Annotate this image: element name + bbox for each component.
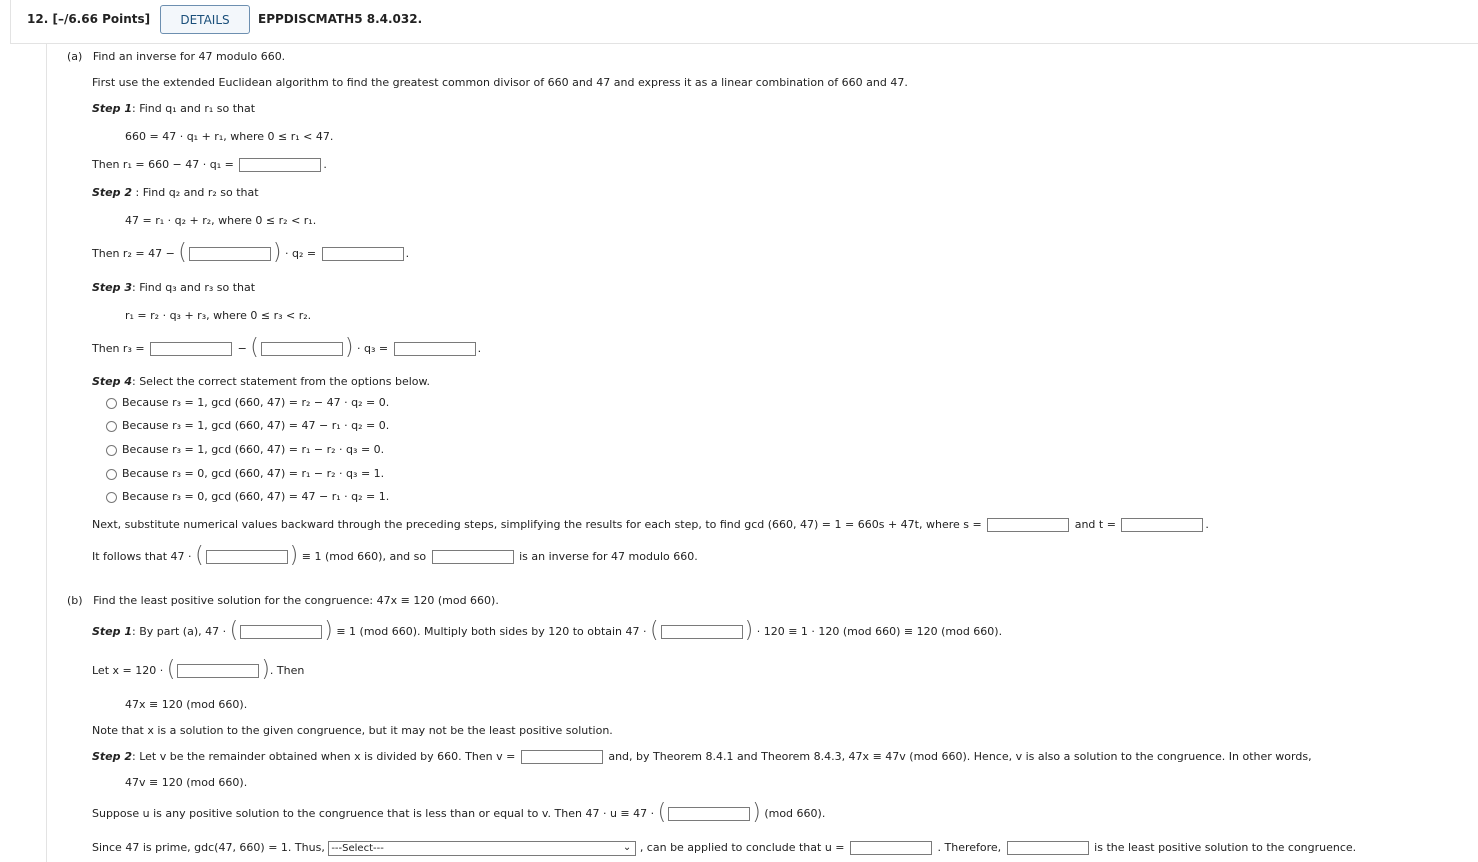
step3-equation: r₁ = r₂ · q₃ + r₃, where 0 ≤ r₃ < r₂. xyxy=(125,309,312,322)
t-input[interactable] xyxy=(1121,518,1203,532)
part-a-intro: First use the extended Euclidean algorithm to find the greatest common divisor of 660 and 47 and express it as a linear combination of 660 and 47. xyxy=(92,76,908,89)
congruence-x: 47x ≡ 120 (mod 660). xyxy=(125,698,248,711)
least-solution-input[interactable] xyxy=(1007,841,1089,855)
b-inverse-input-2[interactable] xyxy=(661,625,743,639)
step4-option[interactable]: Because r₃ = 1, gcd (660, 47) = r₁ − r₂ · q₃ = 0. xyxy=(106,442,384,458)
x-factor-input[interactable] xyxy=(177,664,259,678)
s-input[interactable] xyxy=(987,518,1069,532)
radio-button[interactable] xyxy=(106,421,117,432)
congruence-v: 47v ≡ 120 (mod 660). xyxy=(125,776,248,789)
step3-then: Then r₃ = − ( ) · q₃ = . xyxy=(92,335,482,360)
chevron-down-icon: ⌄ xyxy=(622,841,632,853)
radio-button[interactable] xyxy=(106,445,117,456)
step3-heading: Step 3: Find q₃ and r₃ so that xyxy=(92,281,256,294)
part-b-step1: Step 1: By part (a), 47 · ( ) ≡ 1 (mod 660). Multiply both sides by 120 to obtain 47 · ( ) · 120 ≡ 1 · 120 (mod 660) ≡ 120 (mod 660). xyxy=(92,618,1003,643)
step4-option[interactable]: Because r₃ = 1, gcd (660, 47) = r₂ − 47 · q₂ = 0. xyxy=(106,395,389,411)
u-input[interactable] xyxy=(850,841,932,855)
points-label: [–/6.66 Points] xyxy=(52,12,151,26)
inverse-conclusion: It follows that 47 · ( ) ≡ 1 (mod 660), and so is an inverse for 47 modulo 660. xyxy=(92,543,698,568)
step1-then: Then r₁ = 660 − 47 · q₁ = . xyxy=(92,158,327,171)
question-header xyxy=(10,0,1478,44)
v-input[interactable] xyxy=(521,750,603,764)
step2-heading: Step 2 : Find q₂ and r₂ so that xyxy=(92,186,259,199)
b-inverse-input[interactable] xyxy=(240,625,322,639)
step1-heading: Step 1: Find q₁ and r₁ so that xyxy=(92,102,256,115)
r2-step3-input[interactable] xyxy=(261,342,343,356)
since-prime-line: Since 47 is prime, gdc(47, 660) = 1. Thus, ---Select--- ⌄ , can be applied to conclude that u = . Therefore, is the least positive solution to the congruence. xyxy=(92,841,1357,854)
r2-input[interactable] xyxy=(322,247,404,261)
part-a-prompt: (a) Find an inverse for 47 modulo 660. xyxy=(67,50,286,63)
inverse-input[interactable] xyxy=(432,550,514,564)
radio-button[interactable] xyxy=(106,398,117,409)
note-text: Note that x is a solution to the given congruence, but it may not be the least positive solution. xyxy=(92,724,613,737)
step2-then: Then r₂ = 47 − ( ) · q₂ = . xyxy=(92,240,410,265)
step2-equation: 47 = r₁ · q₂ + r₂, where 0 ≤ r₂ < r₁. xyxy=(125,214,317,227)
radio-button[interactable] xyxy=(106,492,117,503)
theorem-select[interactable]: ---Select--- ⌄ xyxy=(328,841,636,856)
r1-input[interactable] xyxy=(239,158,321,172)
r3-input[interactable] xyxy=(394,342,476,356)
r1-value-input[interactable] xyxy=(189,247,271,261)
inverse-factor-input[interactable] xyxy=(206,550,288,564)
question-code: EPPDISCMATH5 8.4.032. xyxy=(258,12,423,26)
step1-equation: 660 = 47 · q₁ + r₁, where 0 ≤ r₁ < 47. xyxy=(125,130,334,143)
part-b-step2: Step 2: Let v be the remainder obtained when x is divided by 660. Then v = and, by Theorem 8.4.1 and Theorem 8.4.3, 47x ≡ 47v (mod 660). Hence, v is also a solution to the congruence. In other words, xyxy=(92,750,1312,763)
suppose-line: Suppose u is any positive solution to the congruence that is less than or equal to v. Then 47 · u ≡ 47 · ( ) (mod 660). xyxy=(92,800,826,825)
u-congruence-input[interactable] xyxy=(668,807,750,821)
details-button[interactable]: DETAILS xyxy=(160,5,250,34)
question-body xyxy=(46,44,1478,862)
step4-heading: Step 4: Select the correct statement from the options below. xyxy=(92,375,430,388)
step4-option[interactable]: Because r₃ = 0, gcd (660, 47) = r₁ − r₂ · q₃ = 1. xyxy=(106,466,384,482)
radio-button[interactable] xyxy=(106,469,117,480)
question-number: 12. [–/6.66 Points] xyxy=(27,12,151,26)
step4-option[interactable]: Because r₃ = 0, gcd (660, 47) = 47 − r₁ · q₂ = 1. xyxy=(106,489,389,505)
backsubstitution-text: Next, substitute numerical values backward through the preceding steps, simplifying the results for each step, to find gcd (660, 47) = 1 = 660s + 47t, where s = and t = . xyxy=(92,518,1209,531)
let-x-line: Let x = 120 · ( ). Then xyxy=(92,657,305,682)
part-b-prompt: (b) Find the least positive solution for the congruence: 47x ≡ 120 (mod 660). xyxy=(67,594,499,607)
r1-step3-input[interactable] xyxy=(150,342,232,356)
step4-option[interactable]: Because r₃ = 1, gcd (660, 47) = 47 − r₁ · q₂ = 0. xyxy=(106,418,389,434)
